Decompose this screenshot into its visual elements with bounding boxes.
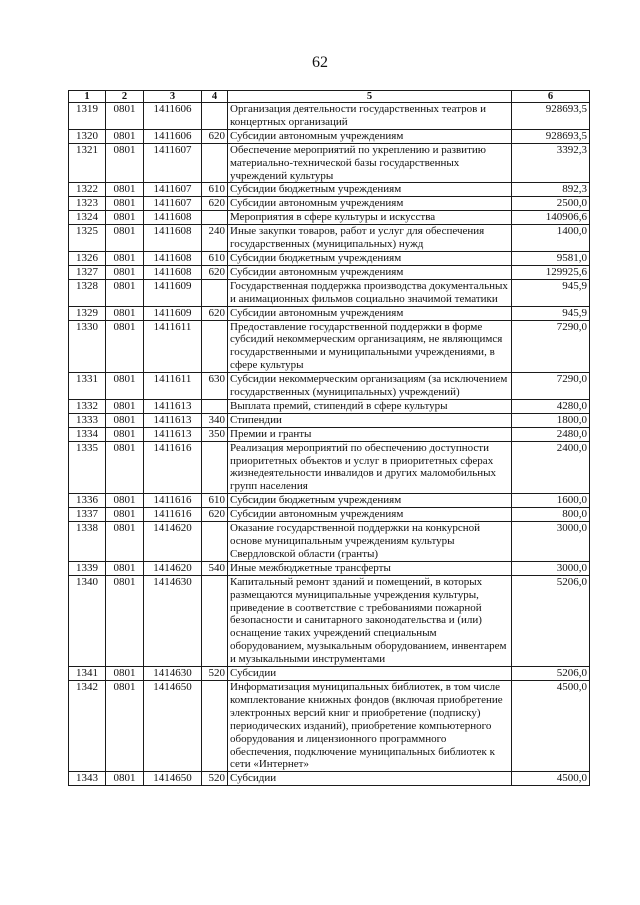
expense-type-code [202,103,228,130]
table-row [69,494,590,508]
row-number: 1343 [69,772,106,786]
table-row [69,143,590,183]
article-code: 1414630 [144,575,202,666]
item-sum: 928693,5 [512,129,590,143]
section-code: 0801 [106,320,144,373]
row-number: 1328 [69,279,106,306]
budget-table [68,90,590,786]
expense-type-code [202,522,228,562]
item-name: Оказание государственной поддержки на конкурсной основе муниципальным учреждениям культуры Свердловской области (гранты) [228,522,512,562]
row-number: 1342 [69,680,106,771]
item-sum: 4280,0 [512,399,590,413]
section-code: 0801 [106,508,144,522]
item-sum: 129925,6 [512,265,590,279]
header-col-2: 2 [106,91,144,103]
item-sum: 7290,0 [512,373,590,400]
section-code: 0801 [106,441,144,494]
table-row [69,772,590,786]
table-row [69,373,590,400]
table-row [69,522,590,562]
table-row [69,265,590,279]
header-col-5: 5 [228,91,512,103]
header-col-4: 4 [202,91,228,103]
expense-type-code: 620 [202,306,228,320]
expense-type-code: 240 [202,225,228,252]
section-code: 0801 [106,772,144,786]
item-name: Субсидии бюджетным учреждениям [228,494,512,508]
item-name: Субсидии некоммерческим организациям (за исключением государственных (муниципальных) учреждений) [228,373,512,400]
table-row [69,129,590,143]
expense-type-code: 610 [202,183,228,197]
article-code: 1411609 [144,279,202,306]
item-name: Организация деятельности государственных театров и концертных организаций [228,103,512,130]
row-number: 1340 [69,575,106,666]
table-row [69,508,590,522]
item-sum: 5206,0 [512,667,590,681]
table-row [69,103,590,130]
item-sum: 4500,0 [512,772,590,786]
expense-type-code: 630 [202,373,228,400]
item-sum: 5206,0 [512,575,590,666]
item-sum: 945,9 [512,279,590,306]
article-code: 1411608 [144,265,202,279]
section-code: 0801 [106,265,144,279]
row-number: 1336 [69,494,106,508]
item-name: Субсидии автономным учреждениям [228,197,512,211]
row-number: 1333 [69,413,106,427]
table-row [69,320,590,373]
table-row [69,251,590,265]
expense-type-code [202,211,228,225]
row-number: 1341 [69,667,106,681]
expense-type-code: 340 [202,413,228,427]
row-number: 1321 [69,143,106,183]
item-sum: 2400,0 [512,441,590,494]
article-code: 1411611 [144,373,202,400]
article-code: 1411616 [144,494,202,508]
section-code: 0801 [106,279,144,306]
section-code: 0801 [106,667,144,681]
article-code: 1414650 [144,680,202,771]
expense-type-code: 620 [202,129,228,143]
section-code: 0801 [106,494,144,508]
item-name: Субсидии автономным учреждениям [228,306,512,320]
article-code: 1414620 [144,561,202,575]
expense-type-code: 520 [202,772,228,786]
section-code: 0801 [106,183,144,197]
item-sum: 3000,0 [512,522,590,562]
section-code: 0801 [106,197,144,211]
expense-type-code: 620 [202,197,228,211]
item-sum: 7290,0 [512,320,590,373]
expense-type-code: 350 [202,427,228,441]
row-number: 1319 [69,103,106,130]
item-name: Субсидии автономным учреждениям [228,129,512,143]
table-row [69,306,590,320]
row-number: 1335 [69,441,106,494]
expense-type-code [202,399,228,413]
row-number: 1332 [69,399,106,413]
row-number: 1323 [69,197,106,211]
row-number: 1324 [69,211,106,225]
section-code: 0801 [106,251,144,265]
row-number: 1338 [69,522,106,562]
row-number: 1326 [69,251,106,265]
section-code: 0801 [106,143,144,183]
section-code: 0801 [106,211,144,225]
item-sum: 140906,6 [512,211,590,225]
expense-type-code [202,680,228,771]
header-col-6: 6 [512,91,590,103]
table-row [69,561,590,575]
section-code: 0801 [106,413,144,427]
expense-type-code: 610 [202,251,228,265]
article-code: 1411608 [144,225,202,252]
section-code: 0801 [106,225,144,252]
section-code: 0801 [106,129,144,143]
item-name: Стипендии [228,413,512,427]
expense-type-code: 620 [202,508,228,522]
table-row [69,441,590,494]
article-code: 1411609 [144,306,202,320]
table-row [69,399,590,413]
row-number: 1331 [69,373,106,400]
article-code: 1411607 [144,183,202,197]
table-body [69,103,590,786]
item-name: Иные закупки товаров, работ и услуг для обеспечения государственных (муниципальных) нужд [228,225,512,252]
row-number: 1334 [69,427,106,441]
row-number: 1325 [69,225,106,252]
page-number: 62 [312,54,328,71]
section-code: 0801 [106,561,144,575]
article-code: 1411608 [144,211,202,225]
item-sum: 928693,5 [512,103,590,130]
section-code: 0801 [106,103,144,130]
expense-type-code: 610 [202,494,228,508]
article-code: 1411613 [144,399,202,413]
item-name: Выплата премий, стипендий в сфере культуры [228,399,512,413]
article-code: 1411616 [144,508,202,522]
item-name: Субсидии [228,667,512,681]
article-code: 1411606 [144,103,202,130]
row-number: 1327 [69,265,106,279]
row-number: 1329 [69,306,106,320]
table-row [69,197,590,211]
section-code: 0801 [106,399,144,413]
expense-type-code: 620 [202,265,228,279]
expense-type-code [202,279,228,306]
expense-type-code [202,143,228,183]
expense-type-code [202,320,228,373]
article-code: 1414650 [144,772,202,786]
item-sum: 945,9 [512,306,590,320]
table-row [69,225,590,252]
table-row [69,680,590,771]
article-code: 1411607 [144,197,202,211]
header-col-3: 3 [144,91,202,103]
table-row [69,183,590,197]
expense-type-code [202,575,228,666]
table-row [69,667,590,681]
item-sum: 3392,3 [512,143,590,183]
article-code: 1411608 [144,251,202,265]
table-header-row [69,91,590,103]
item-name: Субсидии автономным учреждениям [228,508,512,522]
article-code: 1411613 [144,413,202,427]
item-sum: 4500,0 [512,680,590,771]
item-name: Обеспечение мероприятий по укреплению и развитию материально-технической базы государственных учреждений культуры [228,143,512,183]
section-code: 0801 [106,522,144,562]
expense-type-code: 540 [202,561,228,575]
item-name: Иные межбюджетные трансферты [228,561,512,575]
item-name: Мероприятия в сфере культуры и искусства [228,211,512,225]
item-sum: 2500,0 [512,197,590,211]
item-name: Капитальный ремонт зданий и помещений, в которых размещаются муниципальные учреждения культуры, приведение в соответствие с требованиями пожарной безопасности и санитарного законодательства и (или) оснащение таких учреждений специальным оборудованием, музыкальным оборудованием, инвентарем и музыкальными инструментами [228,575,512,666]
item-name: Премии и гранты [228,427,512,441]
item-sum: 3000,0 [512,561,590,575]
expense-type-code: 520 [202,667,228,681]
item-name: Предоставление государственной поддержки в форме субсидий некоммерческим организациям, не являющимся государственными и муниципальными учреждениями, в сфере культуры [228,320,512,373]
article-code: 1411613 [144,427,202,441]
table-row [69,427,590,441]
item-sum: 9581,0 [512,251,590,265]
section-code: 0801 [106,373,144,400]
row-number: 1339 [69,561,106,575]
item-name: Государственная поддержка производства документальных и анимационных фильмов социально значимой тематики [228,279,512,306]
row-number: 1320 [69,129,106,143]
article-code: 1411611 [144,320,202,373]
item-sum: 1600,0 [512,494,590,508]
expense-type-code [202,441,228,494]
table-row [69,279,590,306]
article-code: 1414630 [144,667,202,681]
table-row [69,211,590,225]
article-code: 1414620 [144,522,202,562]
item-name: Субсидии [228,772,512,786]
section-code: 0801 [106,575,144,666]
header-col-1: 1 [69,91,106,103]
item-name: Реализация мероприятий по обеспечению доступности приоритетных объектов и услуг в приоритетных сферах жизнедеятельности инвалидов и других маломобильных групп населения [228,441,512,494]
table-row [69,575,590,666]
item-name: Субсидии бюджетным учреждениям [228,183,512,197]
item-sum: 800,0 [512,508,590,522]
section-code: 0801 [106,306,144,320]
article-code: 1411606 [144,129,202,143]
item-sum: 892,3 [512,183,590,197]
row-number: 1322 [69,183,106,197]
item-name: Субсидии бюджетным учреждениям [228,251,512,265]
item-name: Информатизация муниципальных библиотек, в том числе комплектование книжных фондов (включая приобретение электронных версий книг и приобретение (подписку) периодических изданий), приобретение компьютерного оборудования и лицензионного программного обеспечения, подключение муниципальных библиотек к сети «Интернет» [228,680,512,771]
row-number: 1330 [69,320,106,373]
item-sum: 1800,0 [512,413,590,427]
item-name: Субсидии автономным учреждениям [228,265,512,279]
article-code: 1411616 [144,441,202,494]
table-row [69,413,590,427]
section-code: 0801 [106,427,144,441]
item-sum: 2480,0 [512,427,590,441]
row-number: 1337 [69,508,106,522]
section-code: 0801 [106,680,144,771]
item-sum: 1400,0 [512,225,590,252]
article-code: 1411607 [144,143,202,183]
